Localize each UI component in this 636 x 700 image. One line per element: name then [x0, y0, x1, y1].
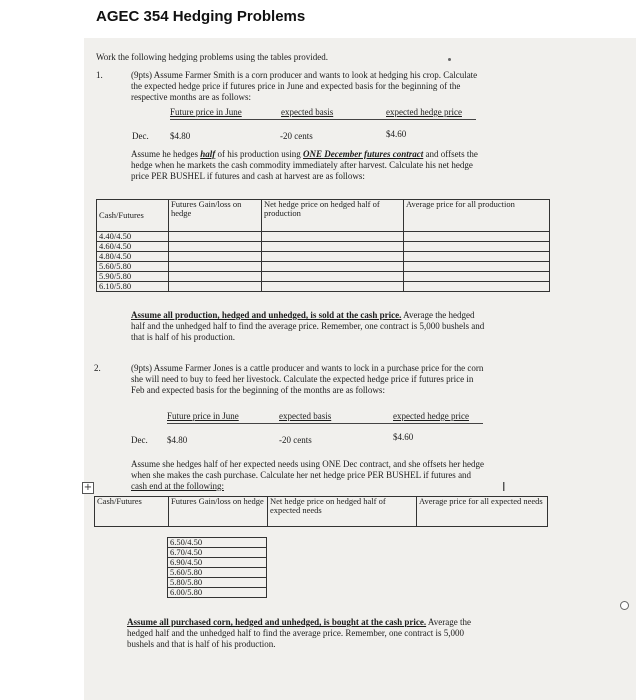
answer-cell[interactable]: [262, 242, 404, 252]
intro-text: Work the following hedging problems using the tables provided.: [96, 52, 328, 62]
p1-col-average: Average price for all production: [404, 200, 550, 232]
problem2-assumption: Assume she hedges half of her expected needs using ONE Dec contract, and she offsets her hedge when she makes the cash purchase. Calculate her net hedge price PER BUSHEL if futures and cash end at the following:: [131, 459, 484, 491]
p2-header-expected-basis: expected basis: [279, 411, 332, 421]
problem1-text: (9pts) Assume Farmer Smith is a corn producer and wants to look at hedging his crop. Calculate the expected hedge price if futures price in June and expected basis for the beginning of the respective months are as follows:: [131, 70, 478, 102]
problem2-text: (9pts) Assume Farmer Jones is a cattle producer and wants to lock in a purchase price for the corn she will need to buy to feed her livestock. Calculate the expected hedge price if futures price in Feb and expected basis for the beginning of the months are as follows:: [131, 363, 484, 395]
problem1-number: 1.: [96, 70, 103, 80]
p2-col-average: Average price for all expected needs: [417, 497, 548, 527]
answer-cell[interactable]: [169, 252, 262, 262]
answer-cell[interactable]: [404, 242, 550, 252]
answer-cell[interactable]: [262, 262, 404, 272]
p1-col-cash-futures: Cash/Futures: [97, 200, 169, 232]
table-cell: 6.70/4.50: [168, 548, 267, 558]
table-cell: 6.00/5.80: [168, 588, 267, 598]
answer-cell[interactable]: [404, 272, 550, 282]
table-cell: 6.50/4.50: [168, 538, 267, 548]
problem2-table: [94, 496, 548, 536]
problem1-table: [96, 199, 550, 292]
p2-col-cash-futures: Cash/Futures: [95, 497, 169, 527]
table-cell: 5.80/5.80: [168, 578, 267, 588]
table-cell: 6.90/4.50: [168, 558, 267, 568]
p1-basis: -20 cents: [280, 131, 313, 141]
answer-cell[interactable]: [262, 232, 404, 242]
p1-hedge: $4.60: [386, 129, 407, 139]
p1-col-gain-loss: Futures Gain/loss on hedge: [169, 200, 262, 232]
problem1-assumption: Assume he hedges half of his production using ONE December futures contract and offsets the hedge when he markets the cash commodity immediately after harvest. Calculate his net hedge price PER BUSHEL if futures and cash at harvest are as follows:: [131, 149, 478, 181]
table-cell: 4.40/4.50: [97, 232, 169, 242]
p2-header-expected-hedge: expected hedge price: [393, 411, 469, 421]
p1-header-expected-basis: expected basis: [281, 107, 334, 117]
table-cell: 5.90/5.80: [97, 272, 169, 282]
problem2-number: 2.: [94, 363, 101, 373]
table-cell: 5.60/5.80: [168, 568, 267, 578]
answer-cell[interactable]: [404, 282, 550, 292]
p2-price: $4.80: [167, 435, 188, 445]
answer-cell[interactable]: [404, 262, 550, 272]
answer-cell[interactable]: [169, 262, 262, 272]
problem2-values-table: [94, 537, 548, 598]
p2-col-net-hedge: Net hedge price on hedged half of expected needs: [268, 497, 417, 527]
p1-header-expected-hedge: expected hedge price: [386, 107, 462, 117]
answer-cell[interactable]: [169, 232, 262, 242]
table-cell: 4.80/4.50: [97, 252, 169, 262]
p1-month: Dec.: [132, 131, 149, 141]
problem1-note: Assume all production, hedged and unhedged, is sold at the cash price. Average the hedged half and the unhedged half to find the average price. Remember, one contract is 5,000 bushels and that is half of his production.: [131, 310, 485, 342]
p1-header-rule: [170, 119, 476, 120]
answer-cell[interactable]: [404, 252, 550, 262]
answer-cell[interactable]: [262, 282, 404, 292]
p2-month: Dec.: [131, 435, 148, 445]
answer-cell[interactable]: [169, 282, 262, 292]
resize-handle[interactable]: [620, 601, 629, 610]
answer-cell[interactable]: [262, 252, 404, 262]
move-handle-icon[interactable]: +: [83, 482, 93, 493]
p2-hedge: $4.60: [393, 432, 414, 442]
answer-cell[interactable]: [404, 232, 550, 242]
table-cell: 4.60/4.50: [97, 242, 169, 252]
dot-mark: [448, 58, 451, 61]
table-cell: 5.60/5.80: [97, 262, 169, 272]
p1-header-future-price: Future price in June: [170, 107, 242, 117]
p1-col-net-hedge: Net hedge price on hedged half of production: [262, 200, 404, 232]
p2-header-rule: [167, 423, 483, 424]
answer-cell[interactable]: [262, 272, 404, 282]
problem2-note: Assume all purchased corn, hedged and unhedged, is bought at the cash price. Average the hedged half and the unhedged half to find the average price. Remember, one contract is 5,000 bushels and that is half of his production.: [127, 617, 471, 649]
answer-cell[interactable]: [169, 242, 262, 252]
p1-price: $4.80: [170, 131, 191, 141]
page-title: AGEC 354 Hedging Problems: [96, 8, 306, 25]
p2-header-future-price: Future price in June: [167, 411, 239, 421]
table-cell: 6.10/5.80: [97, 282, 169, 292]
answer-cell[interactable]: [169, 272, 262, 282]
p2-col-gain-loss: Futures Gain/loss on hedge: [169, 497, 268, 527]
p2-basis: -20 cents: [279, 435, 312, 445]
text-cursor-icon: I: [502, 480, 506, 494]
